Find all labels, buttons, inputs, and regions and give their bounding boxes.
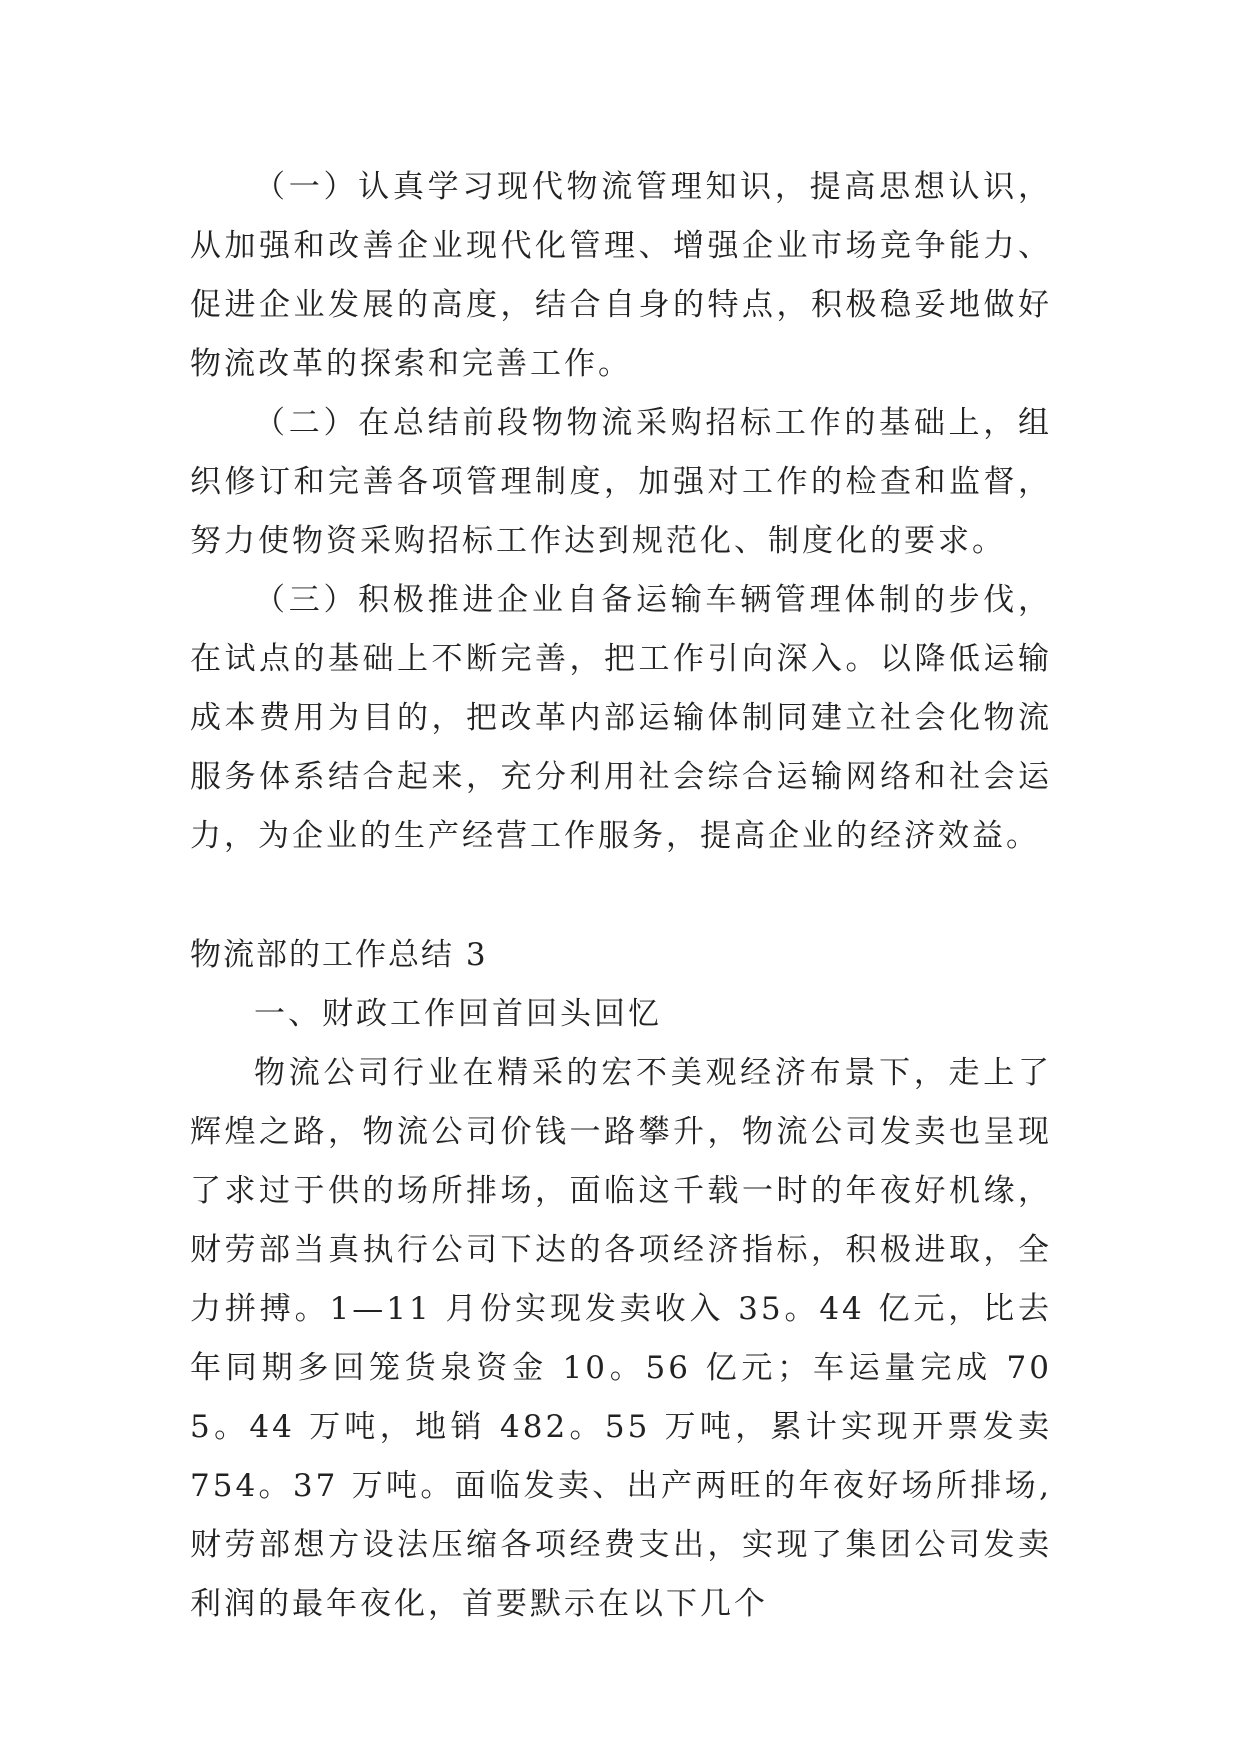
document-body [190,158,1052,1634]
paragraph-1: （一）认真学习现代物流管理知识，提高思想认识，从加强和改善企业现代化管理、增强企业市场竞争能力、促进企业发展的高度，结合自身的特点，积极稳妥地做好物流改革的探索和完善工作。 [190,169,1052,382]
subsection-title: 一、财政工作回首回头回忆 [254,996,662,1032]
paragraph-3: （三）积极推进企业自备运输车辆管理体制的步伐，在试点的基础上不断完善，把工作引向深入。以降低运输成本费用为目的，把改革内部运输体制同建立社会化物流服务体系结合起来，充分利用社会综合运输网络和社会运力，为企业的生产经营工作服务，提高企业的经济效益。 [190,582,1052,854]
paragraph-4: 物流公司行业在精采的宏不美观经济布景下，走上了辉煌之路，物流公司价钱一路攀升，物流公司发卖也呈现了求过于供的场所排场，面临这千载一时的年夜好机缘，财劳部当真执行公司下达的各项经济指标，积极进取，全力拼搏。1—11 月份实现发卖收入 35。44 亿元，比去年同期多回笼货泉资金 10。56 亿元；车运量完成 705。44 万吨，地销 482。55 万吨，累计实现开票发卖 754。37 万吨。面临发卖、出产两旺的年夜好场所排场,财劳部想方设法压缩各项经费支出，实现了集团公司发卖利润的最年夜化，首要默示在以下几个 [190,1055,1052,1622]
section-title: 物流部的工作总结 3 [190,937,488,973]
paragraph-2: （二）在总结前段物物流采购招标工作的基础上，组织修订和完善各项管理制度，加强对工作的检查和监督，努力使物资采购招标工作达到规范化、制度化的要求。 [190,405,1052,559]
